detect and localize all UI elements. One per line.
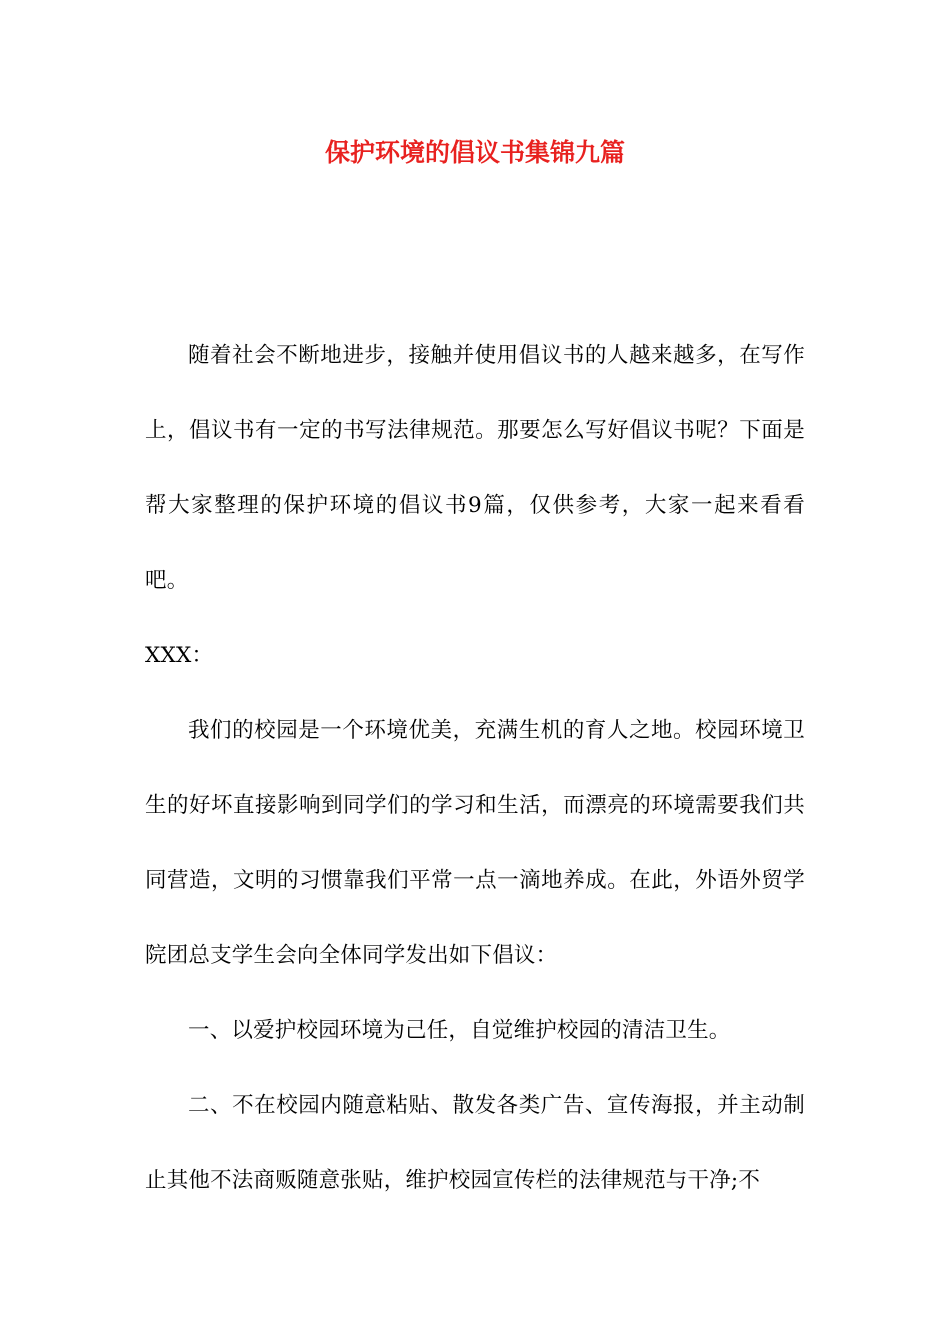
salutation: XXX： (145, 643, 214, 668)
proposal-item-2: 二、不在校园内随意粘贴、散发各类广告、宣传海报，并主动制止其他不法商贩随意张贴，维护校园宣传栏的法律规范与干净;不 (145, 1093, 805, 1193)
proposal-item-1: 一、以爱护校园环境为己任，自觉维护校园的清洁卫生。 (188, 1018, 731, 1043)
intro-paragraph: 随着社会不断地进步，接触并使用倡议书的人越来越多，在写作上，倡议书有一定的书写法律规范。那要怎么写好倡议书呢？下面是帮大家整理的保护环境的倡议书9篇，仅供参考，大家一起来看看吧。 (145, 343, 805, 593)
document-body (145, 318, 805, 1218)
body-paragraph: 我们的校园是一个环境优美，充满生机的育人之地。校园环境卫生的好坏直接影响到同学们的学习和生活，而漂亮的环境需要我们共同营造，文明的习惯靠我们平常一点一滴地养成。在此，外语外贸学院团总支学生会向全体同学发出如下倡议： (145, 718, 805, 968)
document-title: 保护环境的倡议书集锦九篇 (324, 138, 625, 167)
